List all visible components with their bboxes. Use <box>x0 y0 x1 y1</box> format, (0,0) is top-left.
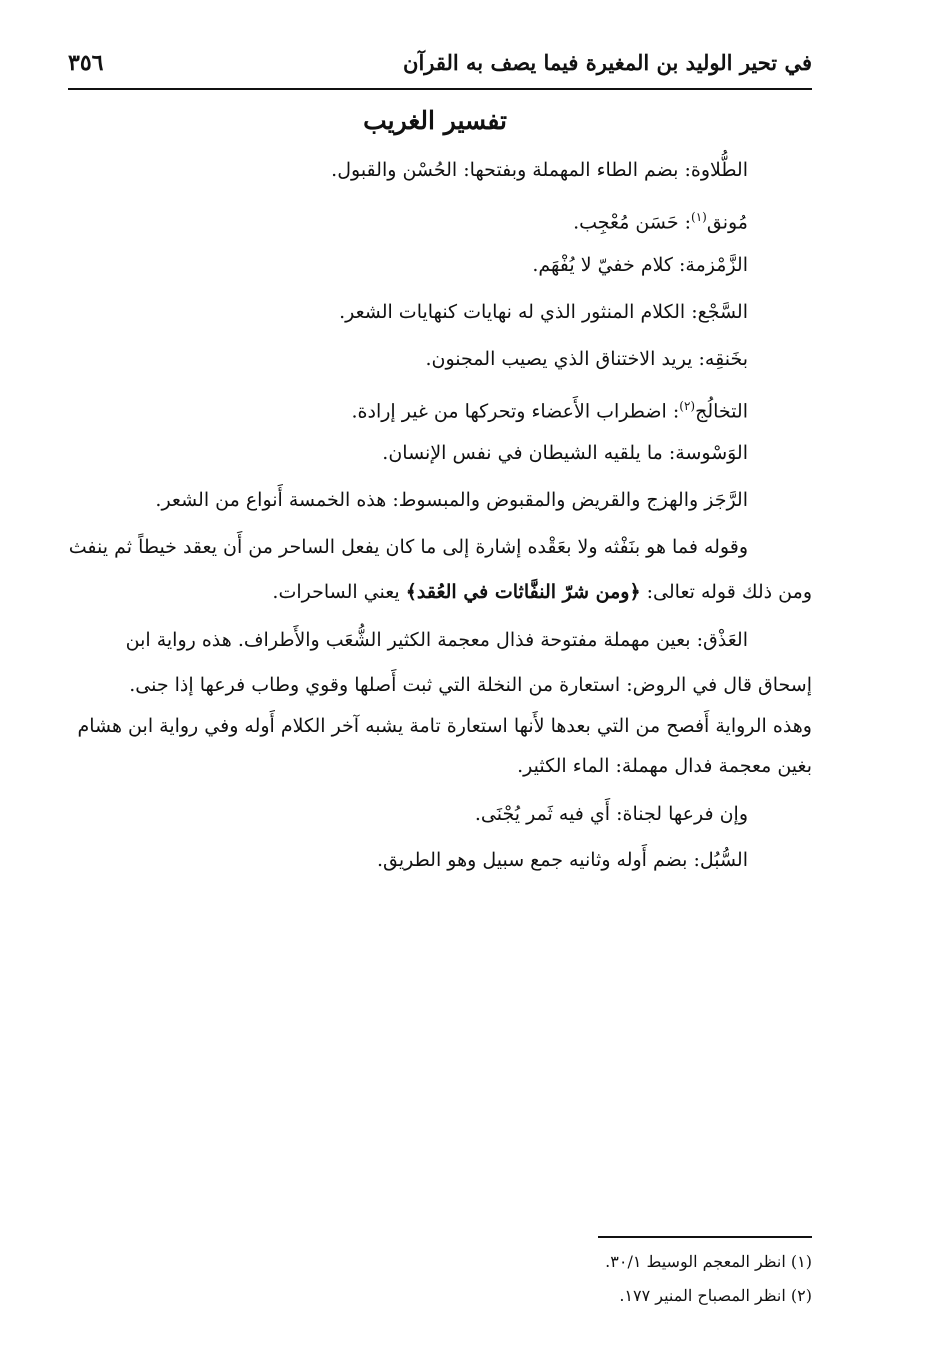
gloss-line: الوَسْوسة: ما يلقيه الشيطان في نفس الإنسان. <box>382 442 748 464</box>
gloss-line: إسحاق قال في الروض: استعارة من النخلة التي ثبت أَصلها وقوي وطاب فرعها إذا جنى. <box>129 674 812 696</box>
footnote: (٢) انظر المصباح المنير ١٧٧. <box>619 1286 812 1305</box>
gloss-line: العَذْق: بعين مهملة مفتوحة فذال معجمة الكثير الشُّعَب والأَطراف. هذه رواية ابن <box>125 629 748 651</box>
gloss-line: الرَّجَز والهزج والقريض والمقبوض والمبسوط: هذه الخمسة أَنواع من الشعر. <box>155 489 748 511</box>
footnote-ref: (١) <box>691 210 707 224</box>
footnote-divider <box>598 1236 812 1238</box>
gloss-line <box>352 392 748 425</box>
gloss-text: يعني الساحرات. <box>272 581 406 603</box>
gloss-line: بغين معجمة فدال مهملة: الماء الكثير. <box>517 755 812 777</box>
gloss-text: : اضطراب الأَعضاء وتحركها من غير إرادة. <box>351 400 680 423</box>
gloss-text: ومن ذلك قوله تعالى: <box>640 581 812 603</box>
gloss-line <box>272 578 812 606</box>
gloss-line: السُّبُل: بضم أَوله وثانيه جمع سبيل وهو الطريق. <box>376 849 748 871</box>
page-header <box>68 44 812 90</box>
section-title: تفسير الغريب <box>363 106 507 135</box>
gloss-line <box>573 203 748 236</box>
page-number: ٣٥٦ <box>68 50 104 76</box>
gloss-line: السَّجْع: الكلام المنثور الذي له نهايات كنهايات الشعر. <box>339 301 748 323</box>
gloss-line: وهذه الرواية أَفصح من التي بعدها لأَنها استعارة تامة يشبه آخر الكلام أَوله وفي رواية ابن هشام <box>77 715 812 737</box>
gloss-term: التخالُج <box>695 400 748 423</box>
gloss-term: مُونق <box>706 211 748 234</box>
gloss-line: وقوله فما هو بنَفْثه ولا بعَقْده إشارة إلى ما كان يفعل الساحر من أَن يعقد خيطاً ثم ينفث <box>68 536 748 558</box>
quran-verse: ﴿ومن شرّ النفَّاثات في العُقد﴾ <box>405 581 641 603</box>
footnote-ref: (٢) <box>679 399 696 413</box>
gloss-line: بخَنقِه: يريد الاختناق الذي يصيب المجنون. <box>425 348 748 370</box>
gloss-line: الزَّمْزمة: كلام خفيّ لا يُفْهَم. <box>532 254 748 276</box>
gloss-line: الطُّلاوة: بضم الطاء المهملة وبفتحها: الحُسْن والقبول. <box>331 159 748 181</box>
running-title: في تحير الوليد بن المغيرة فيما يصف به القرآن <box>403 50 812 75</box>
gloss-text: : حَسَن مُعْجِب. <box>573 211 692 234</box>
gloss-line: وإن فرعها لجناة: أَي فيه ثَمر يُجْنَى. <box>474 803 748 825</box>
footnote: (١) انظر المعجم الوسيط ٣٠/١. <box>605 1252 812 1271</box>
